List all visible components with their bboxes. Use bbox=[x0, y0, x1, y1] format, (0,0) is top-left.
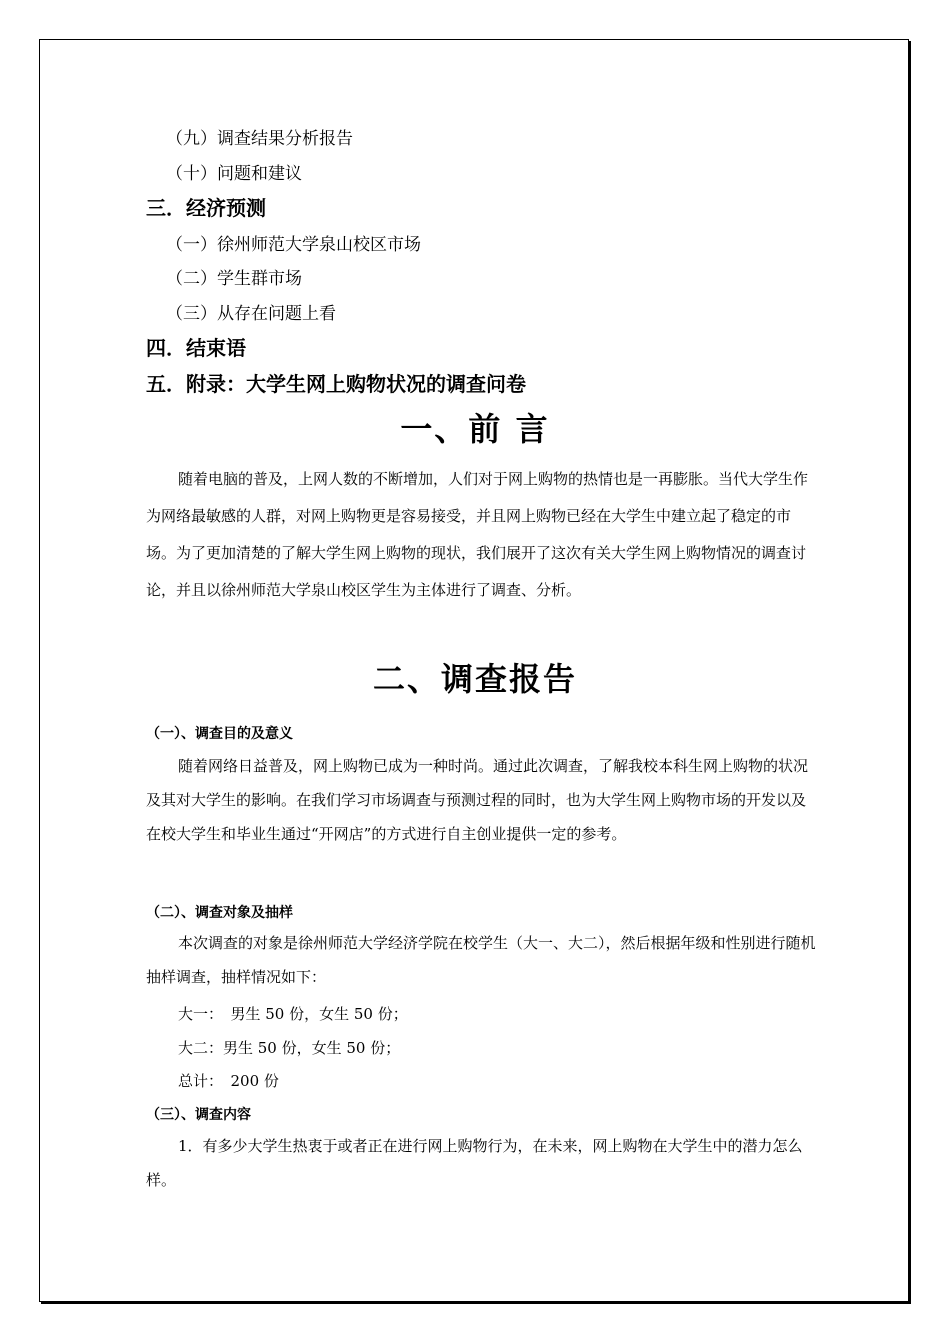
toc-item-9: （九）调查结果分析报告 bbox=[166, 129, 353, 149]
sample-second-year: 大二：男生 50 份，女生 50 份； bbox=[178, 1039, 401, 1057]
toc-section-3: 三．经济预测 bbox=[146, 196, 266, 220]
toc-item-10: （十）问题和建议 bbox=[166, 164, 302, 184]
section-1-paragraph: 随着网络日益普及，网上购物已成为一种时尚。通过此次调查，了解我校本科生网上购物的状况及其对大学生的影响。在我们学习市场调查与预测过程的同时，也为大学生网上购物市场的开发以及在校大学生和毕业生通过“开网店”的方式进行自主创业提供一定的参考。 bbox=[146, 757, 809, 843]
toc-s3-2: （二）学生群市场 bbox=[166, 269, 302, 289]
section-2-paragraph: 本次调查的对象是徐州师范大学经济学院在校学生（大一、大二），然后根据年级和性别进行随机抽样调查，抽样情况如下： bbox=[146, 934, 816, 986]
preface-title: 一、前 言 bbox=[400, 410, 550, 448]
toc-s3-1: （一）徐州师范大学泉山校区市场 bbox=[166, 235, 421, 255]
report-title: 二、调查报告 bbox=[372, 660, 577, 698]
section-2-heading: （二）、调查对象及抽样 bbox=[146, 905, 293, 921]
sample-first-year: 大一： 男生 50 份，女生 50 份； bbox=[178, 1005, 408, 1023]
toc-section-4: 四．结束语 bbox=[146, 336, 246, 360]
section-1-heading: （一）、调查目的及意义 bbox=[146, 726, 293, 742]
preface-paragraph: 随着电脑的普及，上网人数的不断增加，人们对于网上购物的热情也是一再膨胀。当代大学生作为网络最敏感的人群，对网上购物更是容易接受，并且网上购物已经在大学生中建立起了稳定的市场。为了更加清楚的了解大学生网上购物的现状，我们展开了这次有关大学生网上购物情况的调查讨论，并且以徐州师范大学泉山校区学生为主体进行了调查、分析。 bbox=[146, 470, 809, 599]
toc-s3-3: （三）从存在问题上看 bbox=[166, 304, 336, 324]
toc-section-5: 五．附录：大学生网上购物状况的调查问卷 bbox=[146, 372, 526, 396]
section-3-heading: （三）、调查内容 bbox=[146, 1107, 251, 1123]
sample-total: 总计： 200 份 bbox=[178, 1072, 279, 1090]
section-3-item-1: 1．有多少大学生热衷于或者正在进行网上购物行为，在未来，网上购物在大学生中的潜力怎么样。 bbox=[146, 1137, 803, 1189]
